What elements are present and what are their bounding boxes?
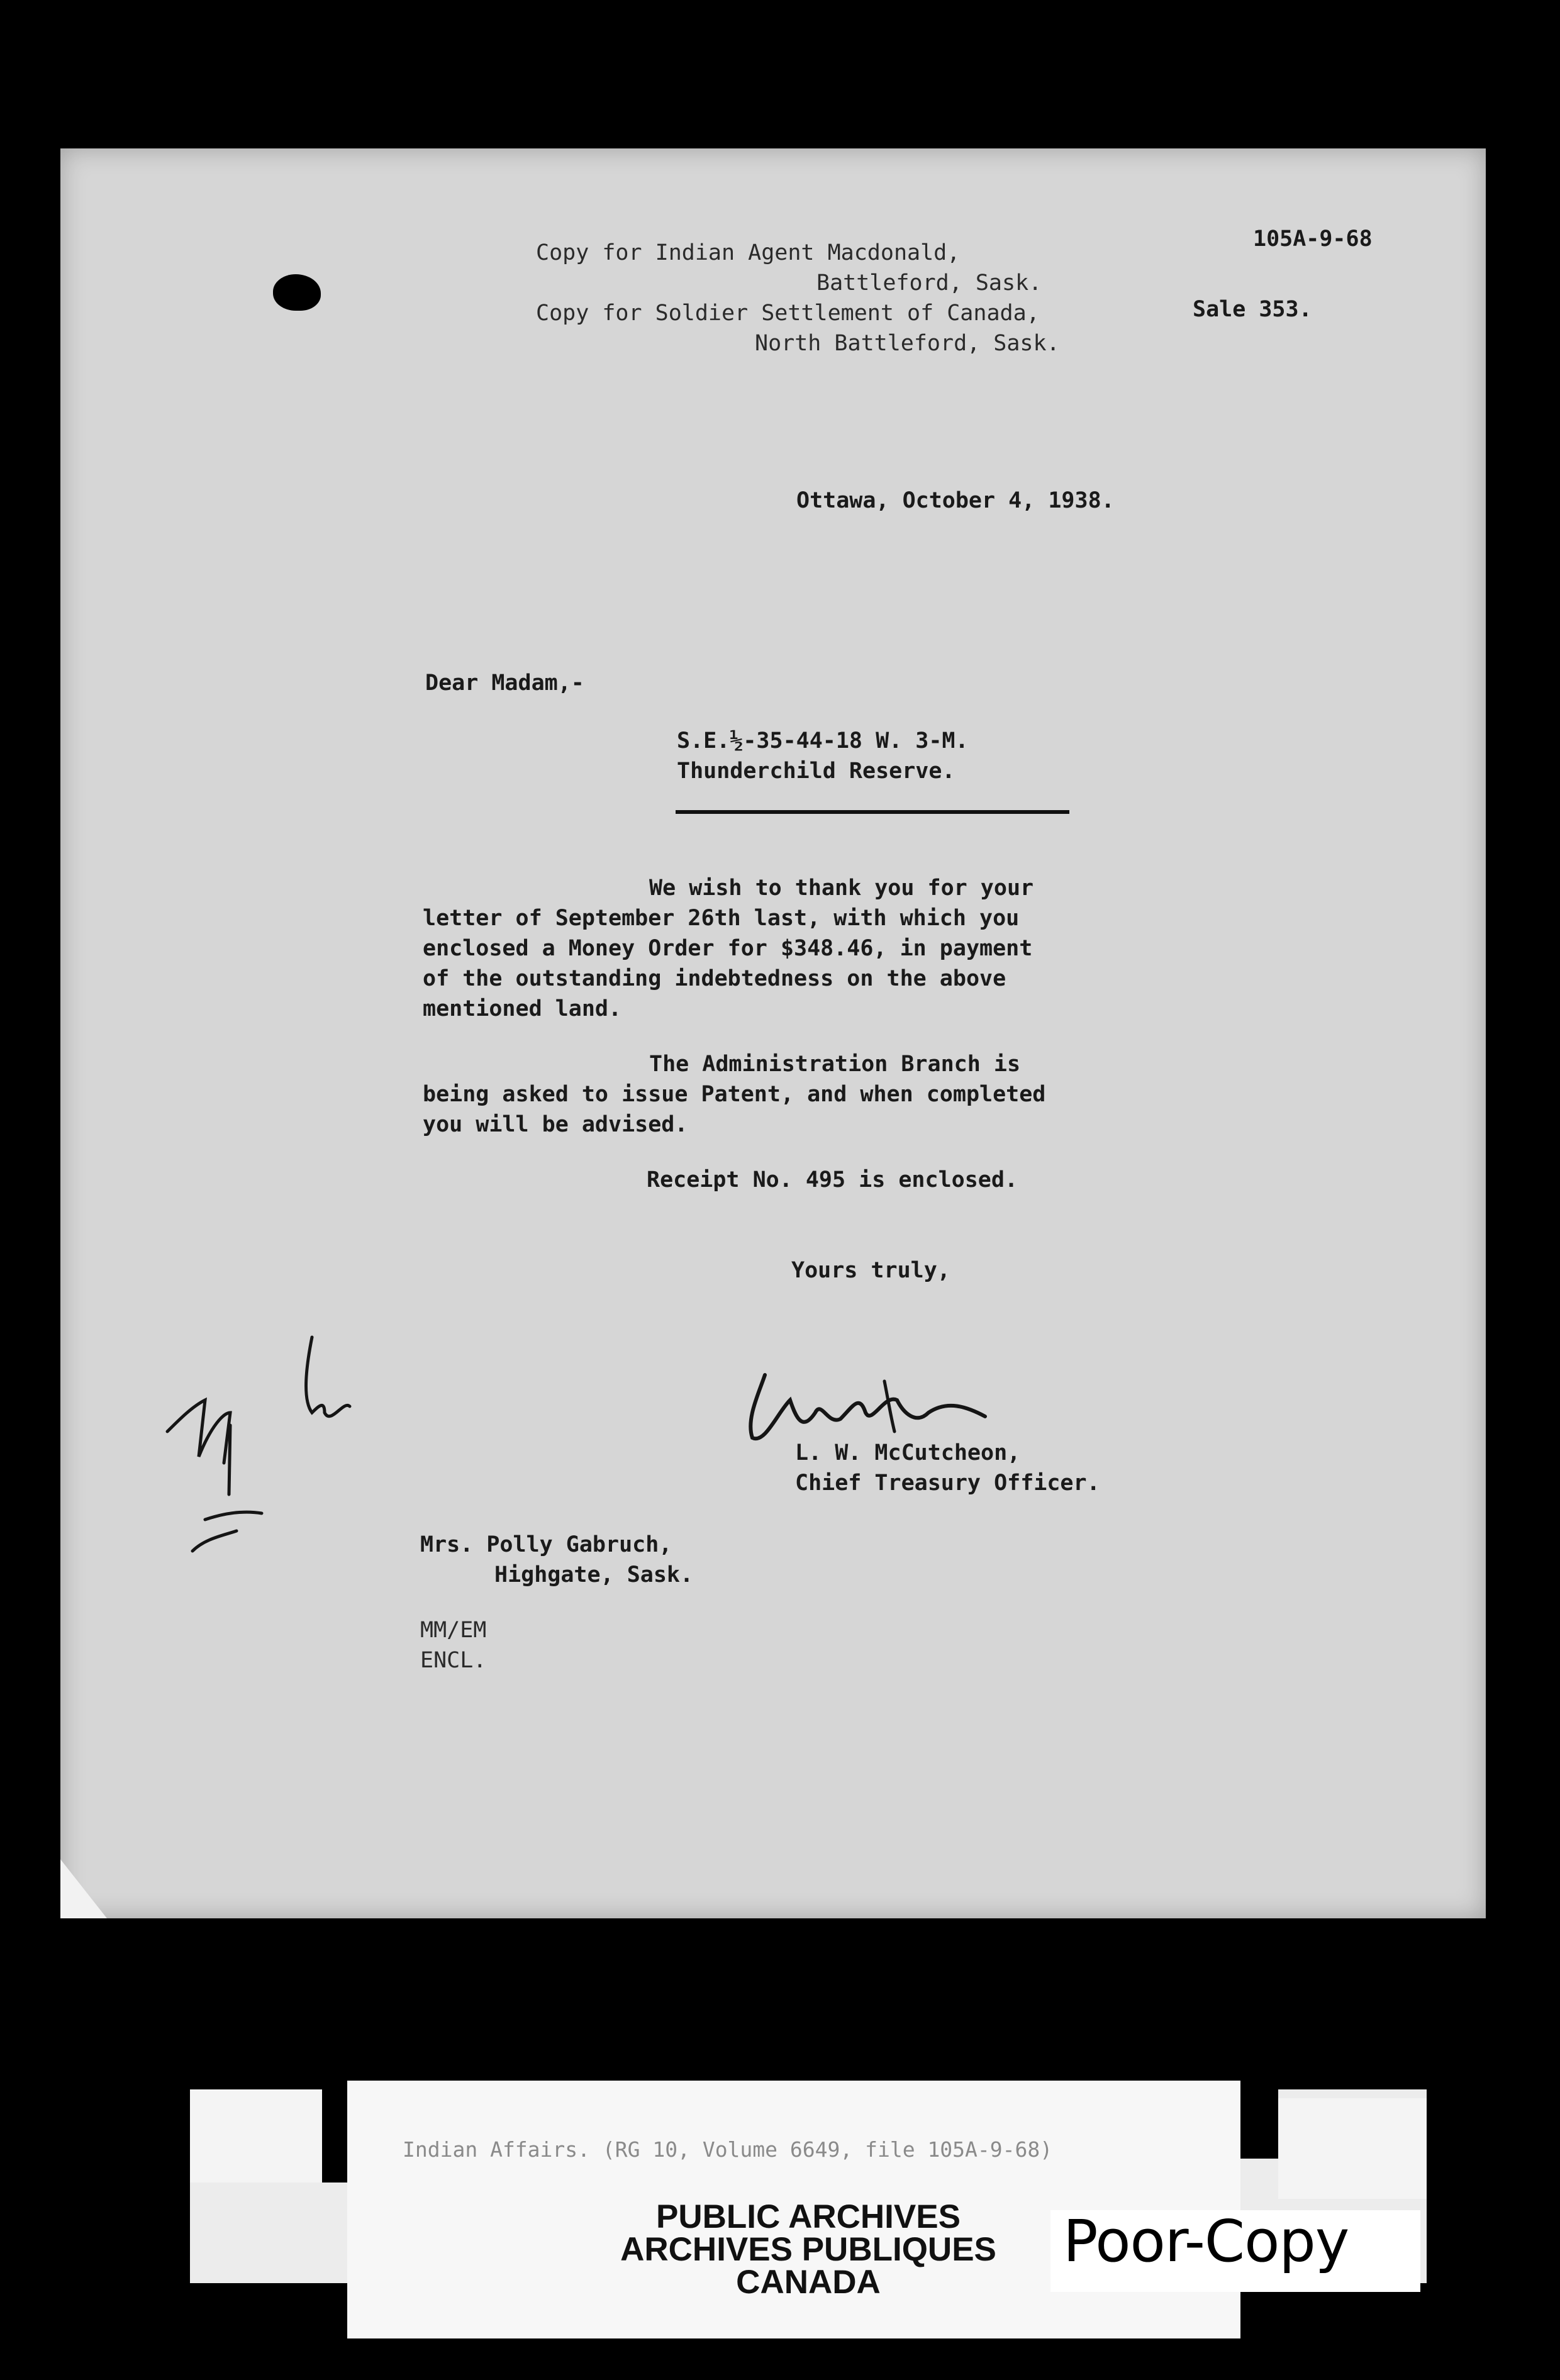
copy-line-1: Copy for Indian Agent Macdonald, — [536, 240, 961, 265]
body-p1-line-5: mentioned land. — [423, 996, 622, 1021]
body-p1-line-2: letter of September 26th last, with which you — [423, 906, 1020, 931]
archive-citation: Indian Affairs. (RG 10, Volume 6649, file 105A-9-68) — [403, 2137, 1053, 2162]
copy-line-4: North Battleford, Sask. — [755, 331, 1060, 356]
typist-initials: MM/EM — [420, 1618, 487, 1643]
body-p1-line-3: enclosed a Money Order for $348.46, in payment — [423, 936, 1033, 961]
enclosure-note: ENCL. — [420, 1648, 487, 1673]
date-line: Ottawa, October 4, 1938. — [796, 488, 1115, 513]
body-p2-line-3: you will be advised. — [423, 1112, 688, 1137]
signatory-title: Chief Treasury Officer. — [795, 1471, 1100, 1496]
body-p2-line-1: The Administration Branch is — [649, 1052, 1021, 1077]
archive-country: CANADA — [736, 2264, 881, 2301]
receipt-line: Receipt No. 495 is enclosed. — [647, 1167, 1018, 1193]
archive-name-en: PUBLIC ARCHIVES — [656, 2198, 961, 2235]
page-corner-fold — [60, 1859, 107, 1918]
body-p2-line-2: being asked to issue Patent, and when completed — [423, 1082, 1046, 1107]
copy-line-2: Battleford, Sask. — [816, 270, 1042, 296]
subject-underline — [676, 810, 1069, 814]
archive-name-fr: ARCHIVES PUBLIQUES — [620, 2231, 996, 2268]
archive-label-left-tab — [190, 2089, 322, 2183]
signatory-name: L. W. McCutcheon, — [795, 1440, 1021, 1465]
subject-line-2: Thunderchild Reserve. — [677, 759, 956, 784]
body-p1-line-4: of the outstanding indebtedness on the above — [423, 966, 1006, 991]
subject-line-1: S.E.½-35-44-18 W. 3-M. — [677, 728, 969, 753]
closing: Yours truly, — [791, 1258, 950, 1283]
poor-copy-stamp: Poor-Copy — [1063, 2208, 1349, 2275]
file-number: 105A-9-68 — [1253, 226, 1373, 252]
archive-label-right-tab — [1278, 2098, 1427, 2199]
sale-number: Sale 353. — [1193, 297, 1312, 322]
recipient-name: Mrs. Polly Gabruch, — [420, 1532, 672, 1557]
letter-page — [60, 148, 1486, 1918]
copy-line-3: Copy for Soldier Settlement of Canada, — [536, 301, 1040, 326]
recipient-address: Highgate, Sask. — [494, 1562, 694, 1588]
salutation: Dear Madam,- — [425, 670, 584, 696]
ink-blot — [273, 274, 321, 311]
margin-handwritten-initials — [155, 1331, 381, 1570]
body-p1-line-1: We wish to thank you for your — [649, 876, 1034, 901]
